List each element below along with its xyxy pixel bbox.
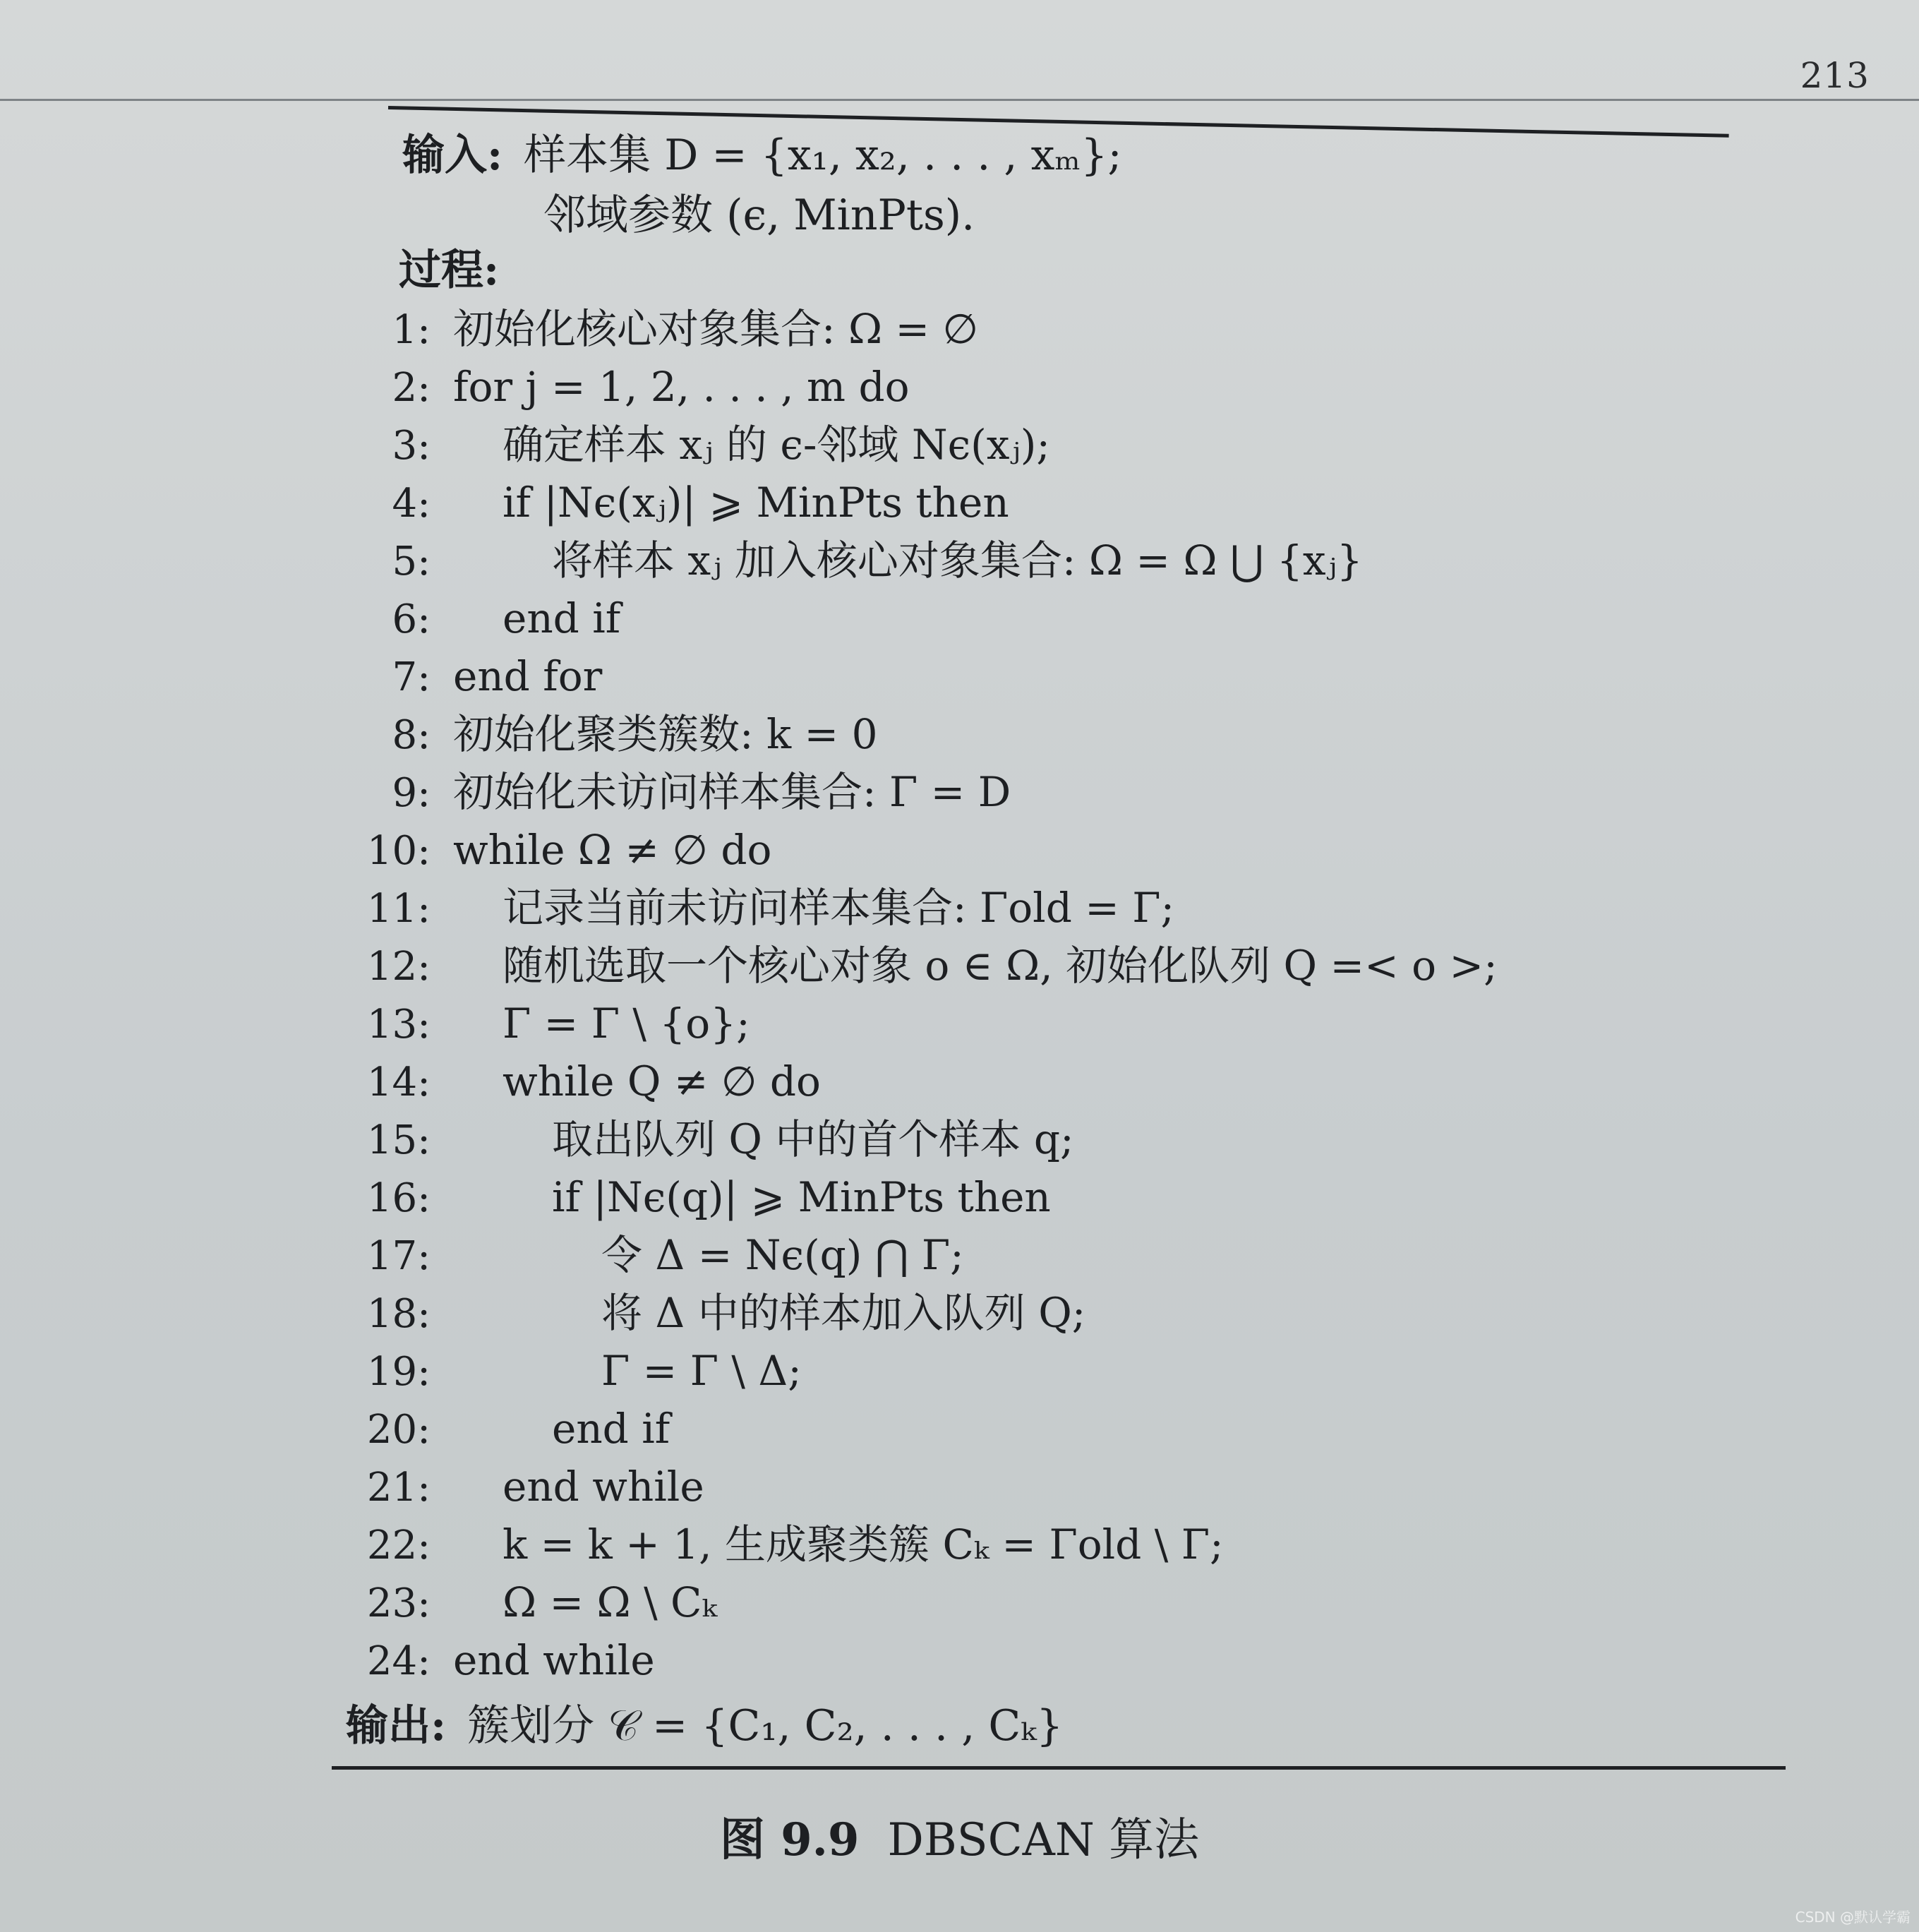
- step-1: [332, 300, 1786, 358]
- step-17: [332, 1226, 1786, 1284]
- step-18: [332, 1284, 1786, 1342]
- watermark: CSDN @默认学霸: [1795, 1909, 1911, 1926]
- step-20: [332, 1400, 1786, 1458]
- step-11: [332, 879, 1786, 937]
- step-number: 16:: [366, 1175, 431, 1221]
- input-line1: 样本集 D = {x₁, x₂, . . . , xₘ};: [524, 131, 1122, 180]
- step-2: [332, 358, 1786, 416]
- step-number: 18:: [366, 1291, 431, 1337]
- step-number: 14:: [366, 1060, 431, 1105]
- step-number: 22:: [366, 1523, 431, 1568]
- step-number: 10:: [366, 828, 431, 874]
- output-label: 输出:: [346, 1701, 447, 1751]
- input-line: [402, 127, 1122, 184]
- process-label: 过程:: [399, 246, 500, 295]
- step-3: [332, 416, 1786, 474]
- step-number: 11:: [366, 886, 431, 932]
- step-number: 23:: [366, 1580, 431, 1626]
- step-number: 24:: [366, 1638, 431, 1684]
- step-12: [332, 937, 1786, 995]
- step-text: 确定样本 xⱼ 的 ϵ-邻域 Nϵ(xⱼ);: [503, 421, 1050, 469]
- step-9: [332, 763, 1786, 821]
- figure-title: DBSCAN 算法: [887, 1814, 1200, 1866]
- step-text: 初始化聚类簇数: k = 0: [453, 710, 878, 758]
- step-10: [332, 821, 1786, 879]
- step-number: 13:: [366, 1002, 431, 1048]
- algorithm-bottom-rule: [332, 1766, 1786, 1770]
- step-number: 3:: [392, 423, 431, 469]
- step-text: end for: [453, 652, 603, 700]
- step-22: [332, 1516, 1786, 1573]
- algorithm-steps: [332, 300, 1786, 1689]
- step-number: 19:: [366, 1349, 431, 1395]
- figure-number: 图 9.9: [719, 1813, 860, 1866]
- step-text: end while: [453, 1636, 655, 1684]
- step-15: [332, 1110, 1786, 1168]
- step-text: 将 Δ 中的样本加入队列 Q;: [601, 1289, 1086, 1337]
- step-text: while Ω ≠ ∅ do: [453, 826, 772, 874]
- step-text: Γ = Γ \ {o};: [503, 1000, 750, 1048]
- step-7: [332, 647, 1786, 705]
- step-text: 初始化未访问样本集合: Γ = D: [453, 768, 1011, 816]
- step-number: 6:: [392, 596, 431, 642]
- step-text: Ω = Ω \ Cₖ: [503, 1578, 717, 1626]
- output-line: [346, 1698, 1063, 1754]
- step-5: [332, 532, 1786, 589]
- step-number: 5:: [392, 539, 431, 584]
- step-24: [332, 1631, 1786, 1689]
- step-16: [332, 1168, 1786, 1226]
- header-rule: [0, 99, 1919, 101]
- step-13: [332, 995, 1786, 1052]
- step-text: end while: [503, 1463, 704, 1511]
- step-4: [332, 474, 1786, 532]
- step-text: 将样本 xⱼ 加入核心对象集合: Ω = Ω ⋃ {xⱼ}: [552, 536, 1363, 584]
- step-text: 随机选取一个核心对象 o ∈ Ω, 初始化队列 Q =< o >;: [503, 942, 1498, 990]
- step-number: 20:: [366, 1407, 431, 1453]
- step-14: [332, 1052, 1786, 1110]
- step-6: [332, 589, 1786, 647]
- step-number: 2:: [392, 365, 431, 411]
- input-label: 输入:: [402, 131, 503, 180]
- step-text: 令 Δ = Nϵ(q) ⋂ Γ;: [601, 1231, 964, 1279]
- step-8: [332, 705, 1786, 763]
- step-number: 8:: [392, 712, 431, 758]
- step-text: while Q ≠ ∅ do: [503, 1057, 821, 1105]
- step-text: k = k + 1, 生成聚类簇 Cₖ = Γold \ Γ;: [503, 1520, 1224, 1568]
- step-number: 15:: [366, 1117, 431, 1163]
- step-text: if |Nϵ(q)| ⩾ MinPts then: [552, 1173, 1051, 1221]
- input-line2: 邻域参数 (ϵ, MinPts).: [543, 191, 975, 240]
- step-text: for j = 1, 2, . . . , m do: [453, 363, 910, 411]
- step-21: [332, 1458, 1786, 1516]
- step-number: 12:: [366, 944, 431, 990]
- step-19: [332, 1342, 1786, 1400]
- step-text: 取出队列 Q 中的首个样本 q;: [552, 1115, 1074, 1163]
- output-text: 簇划分 𝒞 = {C₁, C₂, . . . , Cₖ}: [467, 1701, 1064, 1751]
- step-number: 1:: [392, 307, 431, 353]
- step-number: 4:: [392, 481, 431, 527]
- step-number: 9:: [392, 770, 431, 816]
- figure-caption: [0, 1804, 1919, 1868]
- step-text: end if: [552, 1405, 670, 1453]
- step-text: Γ = Γ \ Δ;: [601, 1347, 802, 1395]
- page-number: 213: [1800, 55, 1870, 96]
- step-23: [332, 1573, 1786, 1631]
- step-number: 17:: [366, 1233, 431, 1279]
- step-text: if |Nϵ(xⱼ)| ⩾ MinPts then: [503, 479, 1009, 527]
- step-number: 21:: [366, 1465, 431, 1511]
- step-text: 记录当前未访问样本集合: Γold = Γ;: [503, 884, 1175, 932]
- step-text: end if: [503, 594, 621, 642]
- step-text: 初始化核心对象集合: Ω = ∅: [453, 305, 979, 353]
- step-number: 7:: [392, 654, 431, 700]
- algorithm-box: [332, 106, 1786, 1786]
